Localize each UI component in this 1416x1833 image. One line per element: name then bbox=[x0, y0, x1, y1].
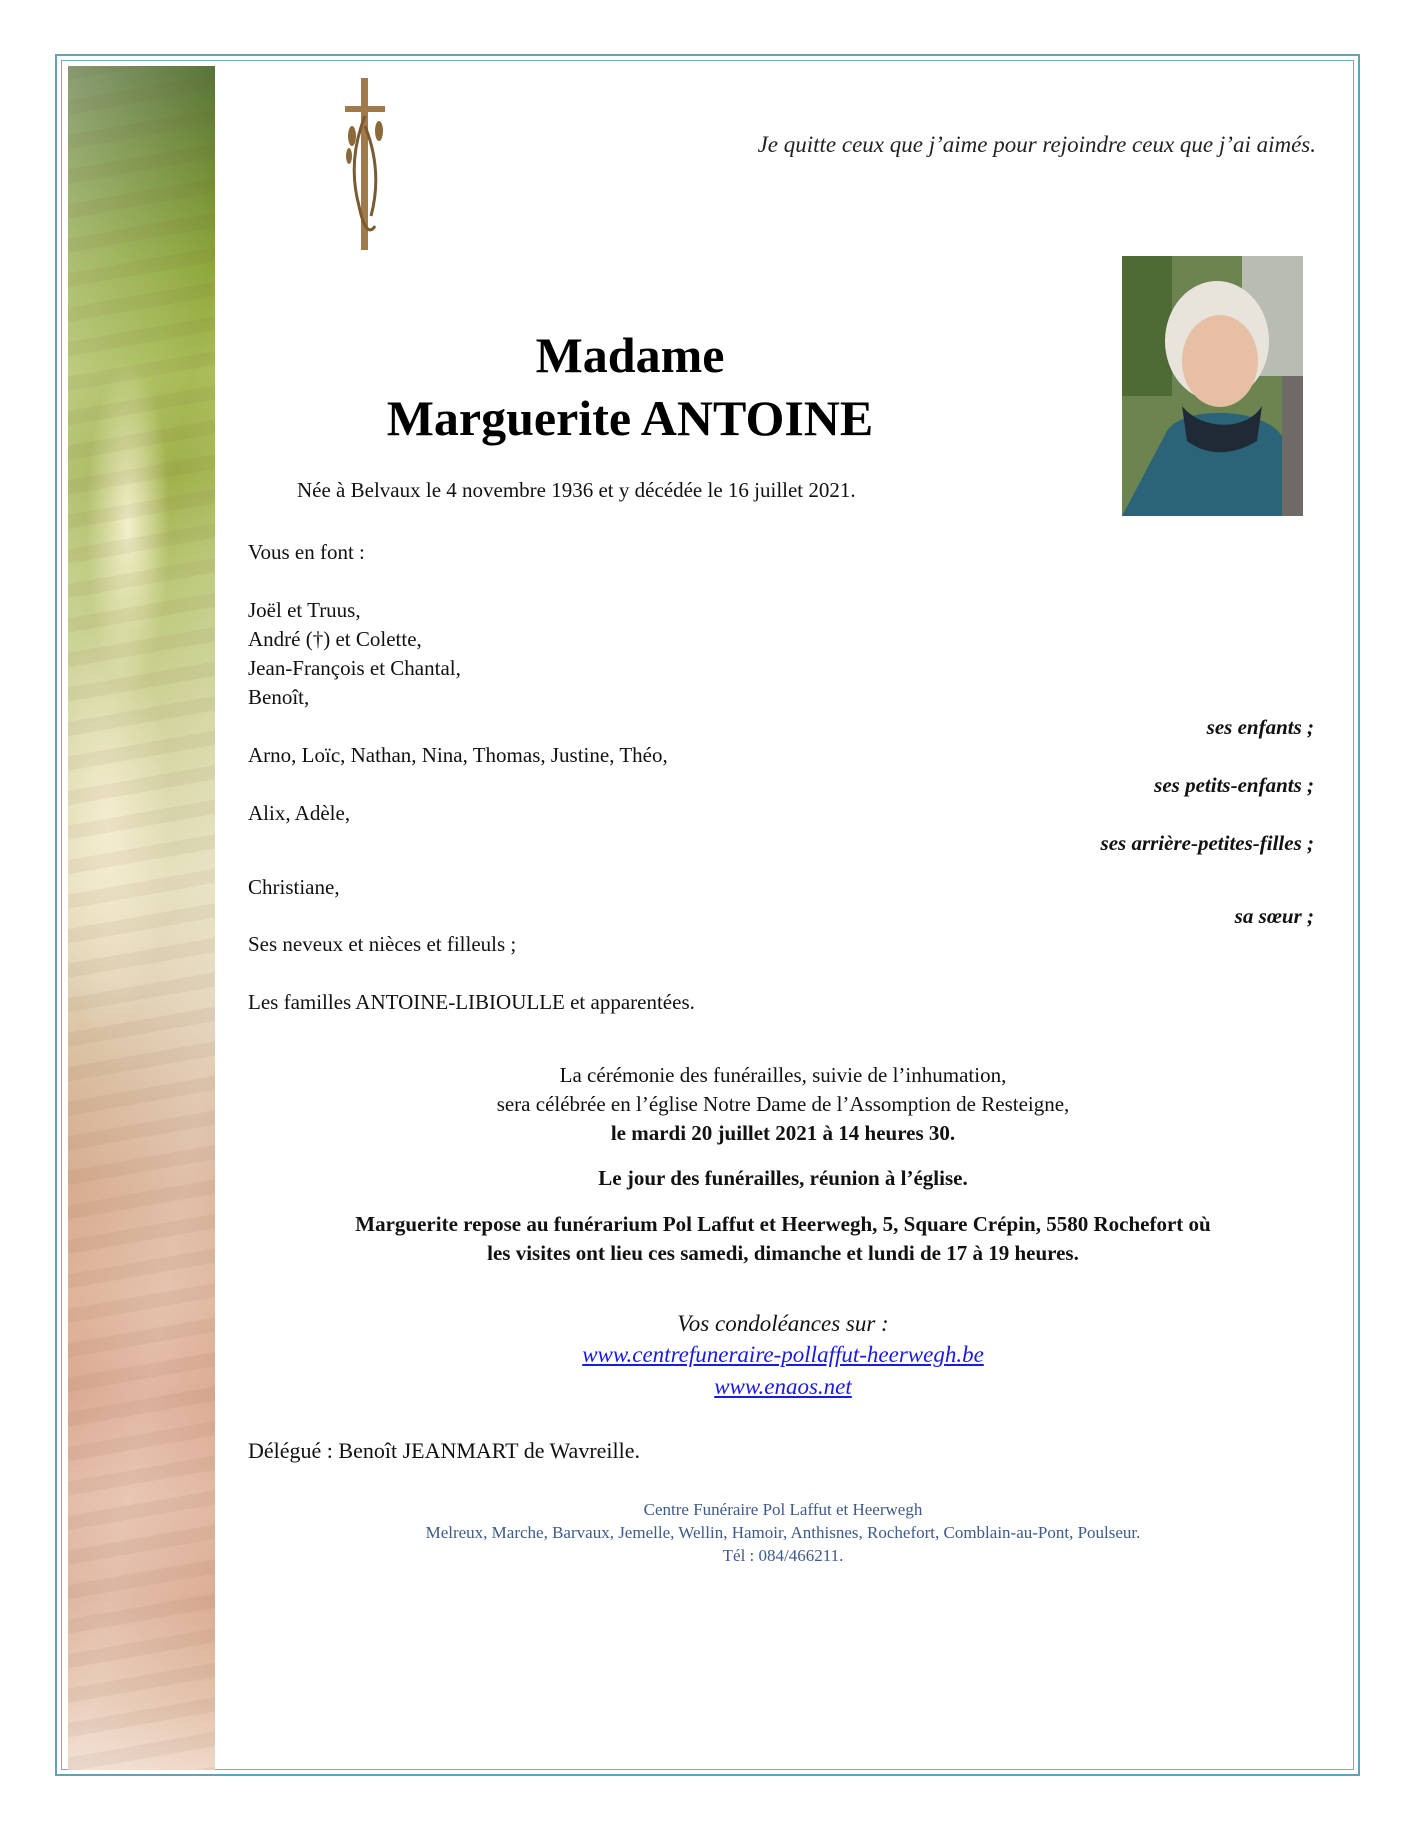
intro-text: Vous en font : bbox=[248, 540, 365, 564]
sister-name: Christiane, bbox=[248, 875, 340, 899]
condolences-link-enaos[interactable]: www.enaos.net bbox=[714, 1374, 852, 1399]
child-name: André (†) et Colette, bbox=[248, 627, 422, 651]
epigraph-quote: Je quitte ceux que j’aime pour rejoindre ceux que j’ai aimés. bbox=[757, 132, 1316, 157]
forest-path-image bbox=[68, 66, 215, 1770]
deceased-name: Marguerite ANTOINE bbox=[386, 390, 874, 446]
nephews-text: Ses neveux et nièces et filleuls ; bbox=[248, 932, 517, 956]
grandchildren-relation: ses petits-enfants ; bbox=[1154, 773, 1314, 797]
grandchildren-names: Arno, Loïc, Nathan, Nina, Thomas, Justine, Théo, bbox=[248, 743, 668, 767]
families-text: Les familles ANTOINE-LIBIOULLE et apparentées. bbox=[248, 990, 695, 1014]
visits-line-1: Marguerite repose au funérarium Pol Laffut et Heerwegh, 5, Square Crépin, 5580 Rochefort où bbox=[355, 1212, 1211, 1236]
cross-icon bbox=[335, 76, 395, 254]
birth-death-line: Née à Belvaux le 4 novembre 1936 et y décédée le 16 juillet 2021. bbox=[297, 478, 856, 502]
condolences-label: Vos condoléances sur : bbox=[677, 1311, 889, 1336]
delegate-text: Délégué : Benoît JEANMART de Wavreille. bbox=[248, 1438, 641, 1463]
children-relation: ses enfants ; bbox=[1206, 715, 1314, 739]
child-name: Joël et Truus, bbox=[248, 598, 361, 622]
footer-phone: Tél : 084/466211. bbox=[722, 1546, 844, 1565]
ceremony-line-2: sera célébrée en l’église Notre Dame de l’Assomption de Resteigne, bbox=[496, 1092, 1070, 1116]
title-honorific: Madame bbox=[535, 327, 725, 383]
ceremony-line-1: La cérémonie des funérailles, suivie de l’inhumation, bbox=[559, 1063, 1007, 1087]
child-name: Benoît, bbox=[248, 685, 310, 709]
great-grandchildren-relation: ses arrière-petites-filles ; bbox=[1100, 831, 1314, 855]
meeting-text: Le jour des funérailles, réunion à l’église. bbox=[598, 1166, 968, 1190]
portrait-photo bbox=[1122, 256, 1303, 516]
footer-locations: Melreux, Marche, Barvaux, Jemelle, Wellin, Hamoir, Anthisnes, Rochefort, Comblain-au-Pont, Poulseur. bbox=[425, 1523, 1141, 1542]
child-name: Jean-François et Chantal, bbox=[248, 656, 461, 680]
great-grandchildren-names: Alix, Adèle, bbox=[248, 801, 351, 825]
sister-relation: sa sœur ; bbox=[1234, 904, 1314, 928]
ceremony-date: le mardi 20 juillet 2021 à 14 heures 30. bbox=[610, 1121, 956, 1145]
footer-company-name: Centre Funéraire Pol Laffut et Heerwegh bbox=[643, 1500, 923, 1519]
visits-line-2: les visites ont lieu ces samedi, dimanche et lundi de 17 à 19 heures. bbox=[487, 1241, 1079, 1265]
condolences-link-funeral-center[interactable]: www.centrefuneraire-pollaffut-heerwegh.be bbox=[582, 1342, 984, 1367]
